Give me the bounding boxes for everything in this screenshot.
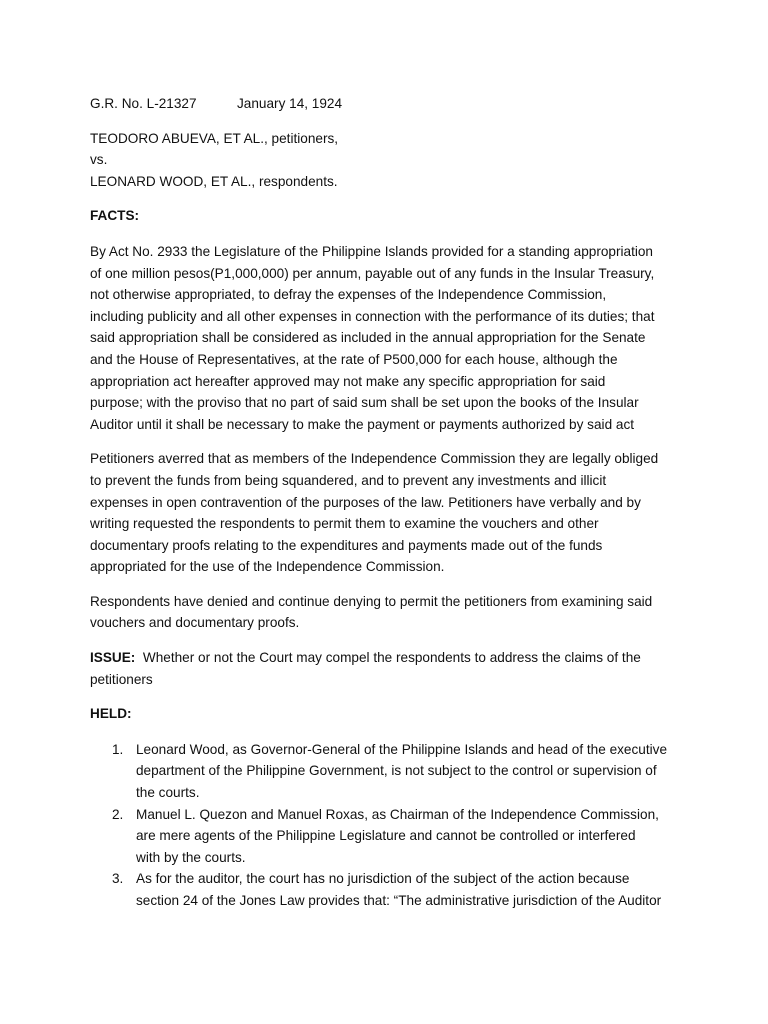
facts-p1-line: said appropriation shall be considered as included in the annual appropriation for the Senate (90, 330, 646, 346)
gr-number: G.R. No. L-21327 (90, 96, 197, 111)
held-item-number: 1. (112, 741, 124, 757)
versus-line: vs. (90, 152, 108, 168)
issue-text: Whether or not the Court may compel the respondents to address the claims of the (135, 650, 641, 666)
facts-p2-line: documentary proofs relating to the expenditures and payments made out of the funds (90, 537, 603, 553)
held-heading: HELD: (90, 706, 132, 722)
facts-p2-line: Petitioners averred that as members of the Independence Commission they are legally obliged (90, 451, 659, 467)
held-item-line: Manuel L. Quezon and Manuel Roxas, as Chairman of the Independence Commission, (136, 806, 659, 822)
facts-p2-line: writing requested the respondents to permit them to examine the vouchers and other (90, 516, 599, 532)
respondents-line: LEONARD WOOD, ET AL., respondents. (90, 173, 338, 189)
facts-p2-line: appropriated for the use of the Independence Commission. (90, 559, 445, 575)
facts-p1-line: of one million pesos(P1,000,000) per annum, payable out of any funds in the Insular Treasury, (90, 265, 655, 281)
issue-section (90, 647, 690, 690)
held-item-line: the courts. (136, 785, 200, 801)
facts-p1-line: appropriation act hereafter approved may not make any specific appropriation for said (90, 373, 606, 389)
facts-p1-line: not otherwise appropriated, to defray the expenses of the Independence Commission, (90, 287, 607, 303)
issue-text-continued: petitioners (90, 671, 153, 687)
facts-p2-line: expenses in open contravention of the purposes of the law. Petitioners have verbally and by (90, 494, 641, 510)
facts-p2-line: to prevent the funds from being squandered, and to prevent any investments and illicit (90, 472, 607, 488)
held-item-line: department of the Philippine Government, is not subject to the control or supervision of (136, 763, 657, 779)
facts-p1-line: and the House of Representatives, at the rate of P500,000 for each house, although the (90, 351, 618, 367)
case-parties (90, 128, 690, 193)
facts-p1-line: purpose; with the proviso that no part of said sum shall be set upon the books of the Insular (90, 395, 639, 411)
held-item-number: 2. (112, 806, 124, 822)
facts-p3-line: Respondents have denied and continue denying to permit the petitioners from examining said (90, 593, 653, 609)
facts-p1-line: Auditor until it shall be necessary to make the payment or payments authorized by said act (90, 416, 635, 432)
issue-heading: ISSUE: (90, 650, 136, 666)
facts-heading: FACTS: (90, 208, 140, 224)
held-item-line: are mere agents of the Philippine Legislature and cannot be controlled or interfered (136, 828, 636, 844)
held-item (90, 804, 690, 869)
facts-paragraph-3 (90, 591, 690, 634)
held-item (90, 868, 690, 911)
held-item-line: section 24 of the Jones Law provides that: “The administrative jurisdiction of the Auditor (136, 893, 662, 908)
case-date: January 14, 1924 (237, 96, 343, 111)
held-item-number: 3. (112, 871, 124, 887)
facts-paragraph-2 (90, 448, 690, 578)
held-item-line: Leonard Wood, as Governor-General of the Philippine Islands and head of the executive (136, 741, 667, 757)
held-item (90, 739, 690, 804)
facts-p3-line: vouchers and documentary proofs. (90, 615, 300, 631)
held-list (90, 739, 690, 912)
case-header (90, 93, 690, 115)
document-body (90, 93, 690, 912)
petitioners-line: TEODORO ABUEVA, ET AL., petitioners, (90, 130, 339, 146)
facts-p1-line: including publicity and all other expenses in connection with the performance of its duties; that (90, 308, 655, 324)
facts-p1-line: By Act No. 2933 the Legislature of the Philippine Islands provided for a standing appropriation (90, 243, 653, 259)
held-item-line: with by the courts. (136, 849, 246, 865)
held-item-line: As for the auditor, the court has no jurisdiction of the subject of the action because (136, 871, 630, 887)
facts-paragraph-1 (90, 241, 690, 435)
